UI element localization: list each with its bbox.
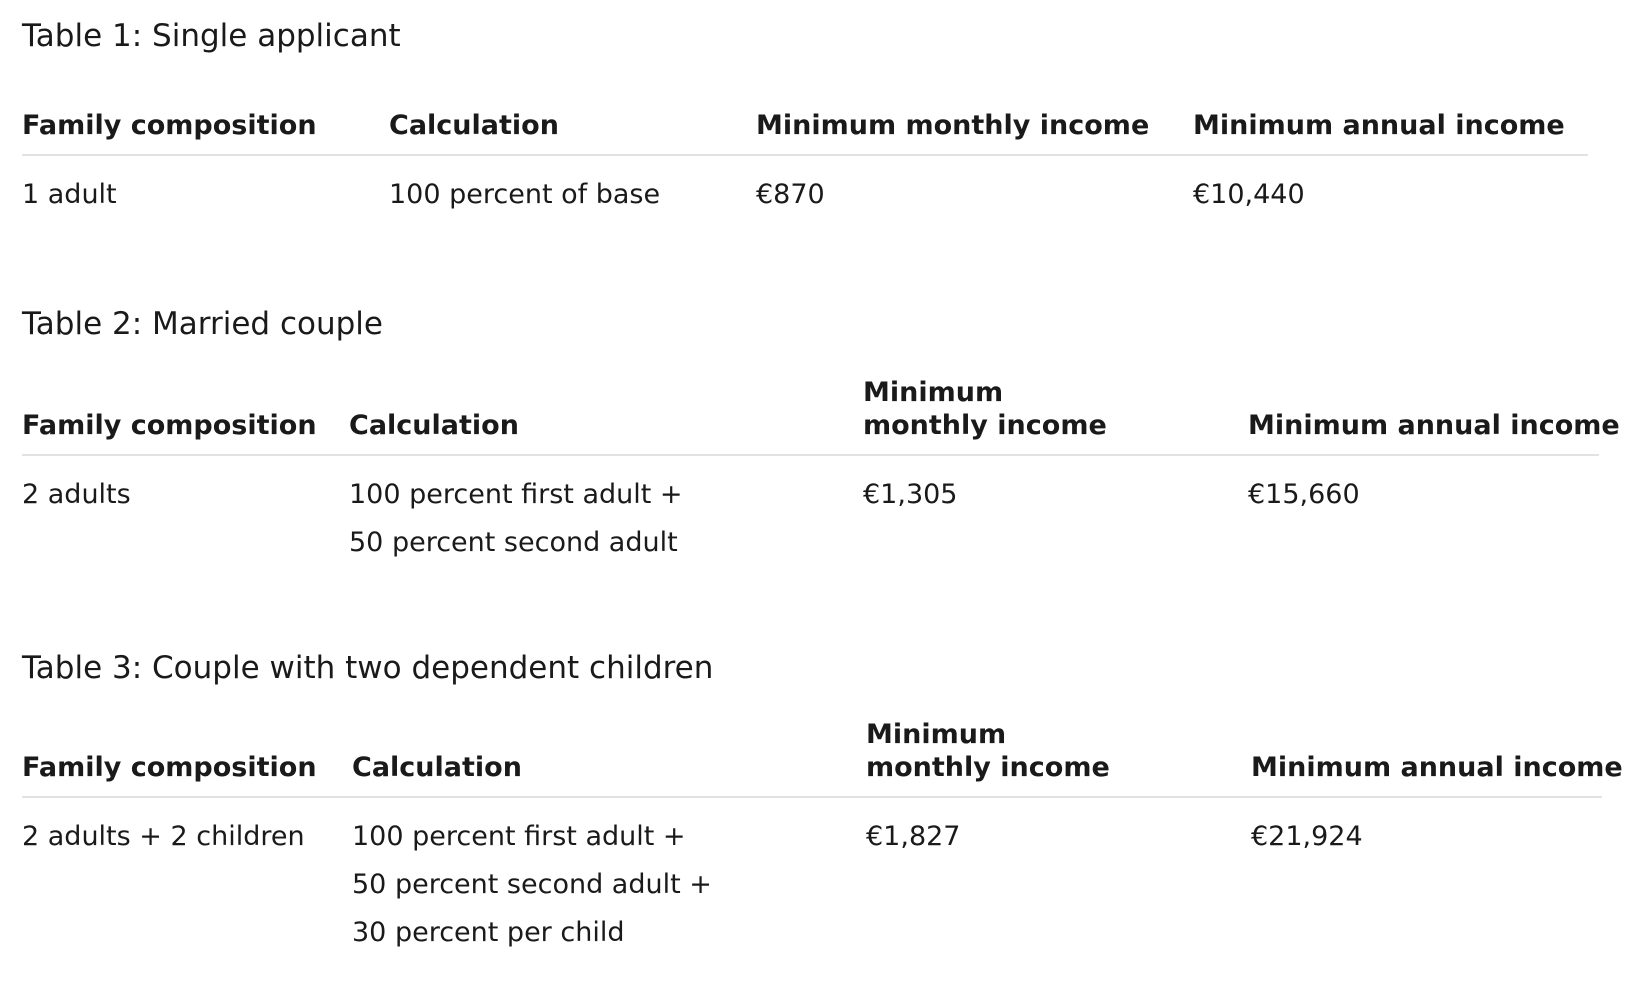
income-table <box>22 718 1623 957</box>
table-row <box>22 155 1588 219</box>
table-header-row <box>22 376 1599 455</box>
income-table <box>22 109 1588 219</box>
cell-minimum-monthly-income: €870 <box>756 179 825 210</box>
header-minimum-monthly-income: Minimum monthly income <box>866 718 1251 797</box>
header-minimum-annual-income: Minimum annual income <box>1248 376 1599 455</box>
header-family-composition: Family composition <box>22 109 389 155</box>
table-row <box>22 455 1599 567</box>
header-family-composition: Family composition <box>22 376 349 455</box>
cell-calculation: 100 percent of base <box>389 179 661 210</box>
cell-family-composition: 2 adults <box>22 479 131 510</box>
cell-family-composition: 1 adult <box>22 179 117 210</box>
header-calculation: Calculation <box>352 718 866 797</box>
income-table <box>22 376 1620 567</box>
header-calculation: Calculation <box>389 109 756 155</box>
cell-family-composition: 2 adults + 2 children <box>22 821 305 852</box>
table-caption: Table 1: Single applicant <box>22 18 401 54</box>
cell-minimum-monthly-income: €1,305 <box>863 479 958 510</box>
table-section-couple-with-children <box>22 649 1623 957</box>
cell-minimum-monthly-income: €1,827 <box>866 821 961 852</box>
table-section-married-couple <box>22 305 1620 567</box>
cell-calculation: 100 percent first adult + 50 percent second adult + 30 percent per child <box>352 821 712 948</box>
table-caption: Table 3: Couple with two dependent children <box>22 650 714 686</box>
header-minimum-annual-income: Minimum annual income <box>1251 718 1602 797</box>
cell-minimum-annual-income: €15,660 <box>1248 479 1360 510</box>
header-family-composition: Family composition <box>22 718 352 797</box>
table-header-row <box>22 109 1588 155</box>
table-row <box>22 797 1602 957</box>
cell-minimum-annual-income: €10,440 <box>1193 179 1305 210</box>
table-section-single-applicant <box>22 17 1588 219</box>
header-minimum-monthly-income: Minimum monthly income <box>756 109 1193 155</box>
header-minimum-annual-income: Minimum annual income <box>1193 109 1588 155</box>
table-header-row <box>22 718 1602 797</box>
table-caption: Table 2: Married couple <box>22 306 383 342</box>
header-minimum-monthly-income: Minimum monthly income <box>863 376 1248 455</box>
header-calculation: Calculation <box>349 376 863 455</box>
cell-calculation: 100 percent first adult + 50 percent second adult <box>349 479 683 558</box>
cell-minimum-annual-income: €21,924 <box>1251 821 1363 852</box>
